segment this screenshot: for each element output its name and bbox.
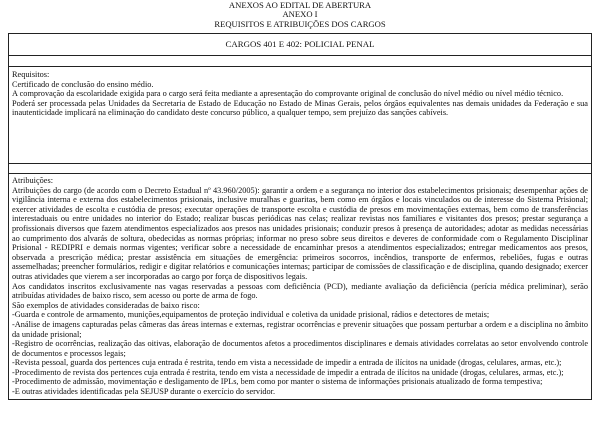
header-line-1: ANEXOS AO EDITAL DE ABERTURA: [228, 0, 372, 10]
requisitos-section: [9, 67, 591, 164]
example-item: -E outras atividades identificadas pela SEJUSP durante o exercício do servidor.: [12, 387, 276, 397]
examples-intro: São exemplos de atividades consideradas de baixo risco:: [12, 300, 200, 310]
header-line-3: REQUISITOS E ATRIBUIÇÕES DOS CARGOS: [214, 18, 386, 29]
requisitos-label: Requisitos:: [12, 70, 50, 79]
atribuicoes-pcd: Aos candidatos inscritos exclusivamente nas vagas reservadas a pessoas com deficiência (PCD), mediante avaliação da deficiência (perícia médica preliminar), serão atribuídas atividades de baixo risco, sem acesso ou porte de arma de fogo.: [12, 281, 588, 301]
spacer-row: [9, 56, 591, 67]
header-line-2: ANEXO I: [282, 9, 318, 20]
example-item: -Revista pessoal, guarda dos pertences cuja entrada é restrita, tendo em vista a necessidade de impedir a entrada de ilícitos na unidade (drogas, celulares, armas, etc.);: [12, 358, 562, 368]
requisitos-item-3: Poderá ser processada pelas Unidades da Secretaria de Estado de Educação no Estado de Minas Gerais, pelos órgãos equivalentes nas demais unidades da Federação e sua inautenticidade implicará na eliminação do candidato deste concurso público, a qualquer tempo, sem prejuízo das sanções cabíveis.: [12, 98, 588, 118]
requisitos-item-1: Certificado de conclusão do ensino médio.: [12, 79, 154, 89]
cargo-title-row: [9, 34, 591, 56]
atribuicoes-section: [9, 174, 591, 399]
example-item: -Análise de imagens capturadas pelas câmeras das áreas internas e externas, registrar ocorrências e prevenir situações que possam perturbar a ordem e a disciplina no âmbito da unidade prisional;: [12, 319, 588, 339]
example-item: -Procedimento de revista dos pertences cuja entrada é restrita, tendo em vista a necessidade de impedir a entrada de ilícitos na unidade (drogas, celulares, armas, etc.);: [12, 367, 564, 377]
atribuicoes-main: Atribuições do cargo (de acordo com o Decreto Estadual nº 43.960/2005): garantir a ordem e a segurança no interior dos estabelecimentos prisionais; desempenhar ações de vigilância interna e externa dos estabelecimentos prisionais, inclusive muralhas e guaritas, bem como em órgãos e locais vinculados ou de interesse do Sistema Prisional; exercer atividades de escolta e custódia de presos; executar operações de transporte escolta e custódia de presos em movimentações externas, bem como de transferências interestaduais ou entre unidades no interior do Estado; realizar buscas periódicas nas celas; realizar revistas nos familiares e visitantes dos presos; prestar segurança a profissionais diversos que fazem atendimentos especializados aos presos nas unidades prisionais; conduzir presos à presença de autoridades; adotar as medidas necessárias ao cumprimento dos alvarás de soltura, obedecidas as normas próprias; informar no preso sobre seus direitos e deveres de conformidade com o Regulamento Disciplinar Prisional - REDIPRI e demais normas vigentes; verificar sobre a necessidade de encaminhar presos a atendimentos especializados; entregar medicamentos aos presos, observada a prescrição médica; prestar assistência em situações de emergência: primeiros socorros, incêndios, transporte de enfermos, rebeliões, fugas e outras assemelhadas; preencher formulários, redigir e digitar relatórios e comunicações internas; participar de comissões de classificação e de disciplina, quando designado; exercer outras atividades que vierem a ser incorporadas ao cargo por força de dispositivos legais.: [12, 185, 588, 281]
example-item: -Procedimento de admissão, movimentação e desligamento de IPLs, bem como por manter o sistema de informações prisionais atualizado de forma tempestiva;: [12, 377, 543, 387]
requisitos-item-2: A comprovação da escolaridade exigida para o cargo será feita mediante a apresentação do comprovante original de conclusão do nível médio ou nível médio técnico.: [12, 89, 564, 99]
spacer-row-2: [9, 164, 591, 174]
requirements-table: [8, 33, 592, 400]
example-item: -Registro de ocorrências, realização das oitivas, elaboração de documentos afetos a procedimentos disciplinares e demais atividades correlatas ao setor envolvendo controle de documentos e processos legais;: [12, 339, 588, 358]
cargo-title: CARGOS 401 E 402: POLICIAL PENAL: [225, 38, 375, 49]
document-header: [0, 0, 600, 29]
example-item: -Guarda e controle de armamento, munições,equipamentos de proteção individual e coletiva da unidade prisional, rádios e detectores de metais;: [12, 310, 490, 320]
atribuicoes-label: Atribuições:: [12, 176, 54, 185]
